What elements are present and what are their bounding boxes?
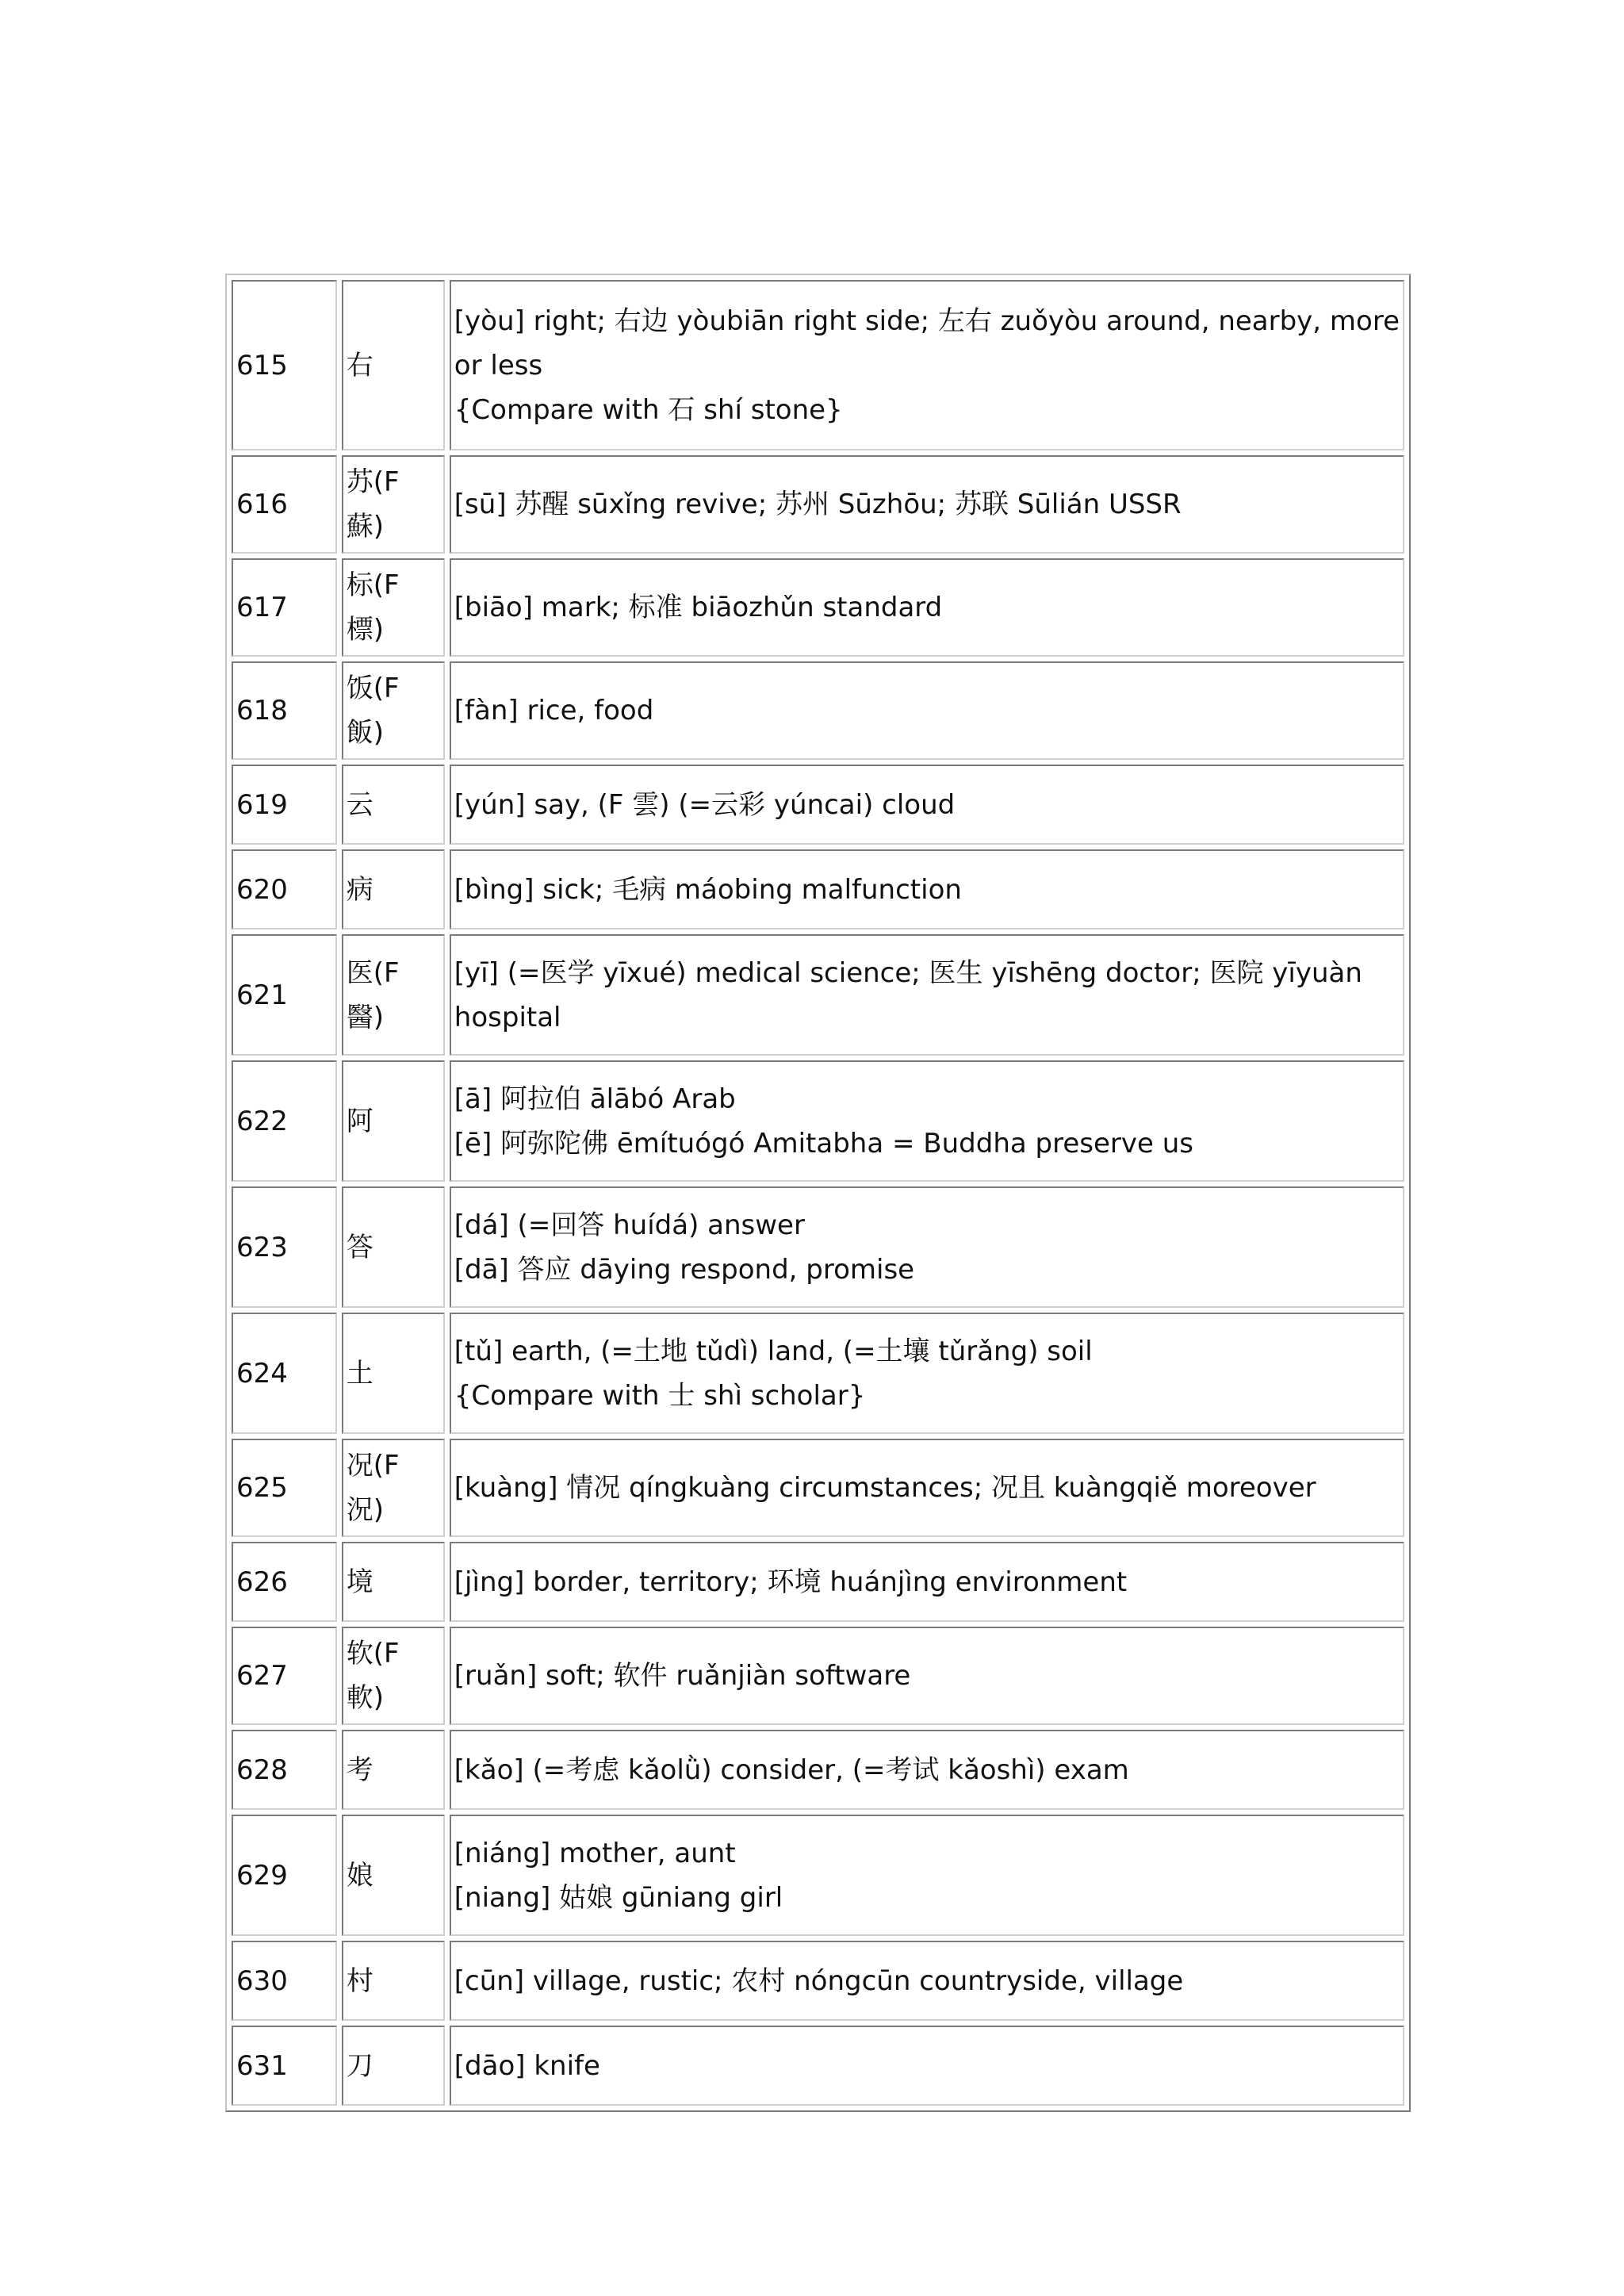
entry-character: 土 <box>342 1313 445 1434</box>
definition-line: [tǔ] earth, (=土地 tǔdì) land, (=土壤 tǔrǎng) soil <box>454 1335 1093 1367</box>
entry-character: 饭(F 飯) <box>342 661 445 760</box>
table-row <box>232 765 1404 845</box>
table-row <box>232 558 1404 657</box>
entry-number: 622 <box>232 1060 337 1182</box>
entry-character: 况(F 況) <box>342 1439 445 1537</box>
entry-definition <box>450 1313 1404 1434</box>
definition-line: [yún] say, (F 雲) (=云彩 yúncai) cloud <box>454 788 956 821</box>
entry-definition <box>450 280 1404 450</box>
table-row <box>232 455 1404 554</box>
table-row <box>232 1439 1404 1537</box>
definition-line: [bìng] sick; 毛病 máobing malfunction <box>454 873 962 906</box>
entry-character: 右 <box>342 280 445 450</box>
entry-character: 刀 <box>342 2026 445 2106</box>
definition-line: [biāo] mark; 标准 biāozhǔn standard <box>454 592 943 623</box>
definition-line: {Compare with 士 shì scholar} <box>454 1379 866 1412</box>
entry-definition <box>450 455 1404 554</box>
table-row <box>232 1060 1404 1182</box>
entry-definition <box>450 934 1404 1056</box>
entry-definition <box>450 1439 1404 1537</box>
entry-definition <box>450 2026 1404 2106</box>
definition-line: [dā] 答应 dāying respond, promise <box>454 1253 915 1286</box>
definition-line: [niáng] mother, aunt <box>454 1837 736 1869</box>
entry-character: 娘 <box>342 1815 445 1936</box>
definition-line: {Compare with 石 shí stone} <box>454 393 843 426</box>
entry-number: 621 <box>232 934 337 1056</box>
entry-definition <box>450 1542 1404 1622</box>
table-row <box>232 1730 1404 1810</box>
definition-line: [jìng] border, territory; 环境 huánjìng environment <box>454 1566 1128 1598</box>
definition-line: hospital <box>454 1001 561 1033</box>
entry-definition <box>450 1186 1404 1308</box>
entry-definition <box>450 1815 1404 1936</box>
entry-character: 阿 <box>342 1060 445 1182</box>
entry-number: 617 <box>232 558 337 657</box>
table-row <box>232 849 1404 930</box>
entry-number: 618 <box>232 661 337 760</box>
entry-number: 619 <box>232 765 337 845</box>
definition-line: [cūn] village, rustic; 农村 nóngcūn countryside, village <box>454 1964 1184 1997</box>
table-row <box>232 1815 1404 1936</box>
definition-line: [fàn] rice, food <box>454 695 654 726</box>
entry-character: 病 <box>342 849 445 930</box>
entry-definition <box>450 1730 1404 1810</box>
entry-definition <box>450 1627 1404 1725</box>
definition-line: or less <box>454 349 543 381</box>
vocabulary-table <box>225 274 1411 2112</box>
definition-line: [ruǎn] soft; 软件 ruǎnjiàn software <box>454 1660 911 1692</box>
entry-definition <box>450 765 1404 845</box>
entry-character: 村 <box>342 1941 445 2021</box>
entry-definition <box>450 558 1404 657</box>
table-row <box>232 1941 1404 2021</box>
entry-number: 615 <box>232 280 337 450</box>
entry-number: 626 <box>232 1542 337 1622</box>
entry-number: 623 <box>232 1186 337 1308</box>
entry-definition <box>450 1060 1404 1182</box>
table-row <box>232 1313 1404 1434</box>
entry-number: 616 <box>232 455 337 554</box>
definition-line: [yòu] right; 右边 yòubiān right side; 左右 zuǒyòu around, nearby, more <box>454 305 1400 337</box>
table-row <box>232 661 1404 760</box>
definition-line: [kǎo] (=考虑 kǎolǜ) consider, (=考试 kǎoshì) exam <box>454 1754 1129 1786</box>
entry-character: 境 <box>342 1542 445 1622</box>
table-row <box>232 2026 1404 2106</box>
entry-number: 630 <box>232 1941 337 2021</box>
entry-character: 标(F 標) <box>342 558 445 657</box>
entry-definition <box>450 661 1404 760</box>
entry-character: 软(F 軟) <box>342 1627 445 1725</box>
definition-line: [ē] 阿弥陀佛 ēmítuógó Amitabha = Buddha preserve us <box>454 1127 1193 1159</box>
entry-character: 云 <box>342 765 445 845</box>
table-row <box>232 1186 1404 1308</box>
entry-number: 625 <box>232 1439 337 1537</box>
entry-number: 624 <box>232 1313 337 1434</box>
entry-character: 考 <box>342 1730 445 1810</box>
entry-number: 628 <box>232 1730 337 1810</box>
definition-line: [dá] (=回答 huídá) answer <box>454 1209 805 1241</box>
table-row <box>232 934 1404 1056</box>
vocabulary-table-body <box>232 280 1404 2106</box>
entry-number: 627 <box>232 1627 337 1725</box>
entry-character: 答 <box>342 1186 445 1308</box>
table-row <box>232 280 1404 450</box>
definition-line: [niang] 姑娘 gūniang girl <box>454 1881 783 1914</box>
definition-line: [ā] 阿拉伯 ālābó Arab <box>454 1083 736 1115</box>
entry-number: 620 <box>232 849 337 930</box>
entry-character: 苏(F 蘇) <box>342 455 445 554</box>
definition-line: [dāo] knife <box>454 2049 600 2082</box>
definition-line: [yī] (=医学 yīxué) medical science; 医生 yīshēng doctor; 医院 yīyuàn <box>454 956 1362 989</box>
entry-number: 631 <box>232 2026 337 2106</box>
entry-number: 629 <box>232 1815 337 1936</box>
entry-definition <box>450 1941 1404 2021</box>
entry-character: 医(F 醫) <box>342 934 445 1056</box>
table-row <box>232 1542 1404 1622</box>
definition-line: [kuàng] 情况 qíngkuàng circumstances; 况且 kuàngqiě moreover <box>454 1472 1316 1504</box>
table-row <box>232 1627 1404 1725</box>
definition-line: [sū] 苏醒 sūxǐng revive; 苏州 Sūzhōu; 苏联 Sūlián USSR <box>454 489 1182 520</box>
entry-definition <box>450 849 1404 930</box>
